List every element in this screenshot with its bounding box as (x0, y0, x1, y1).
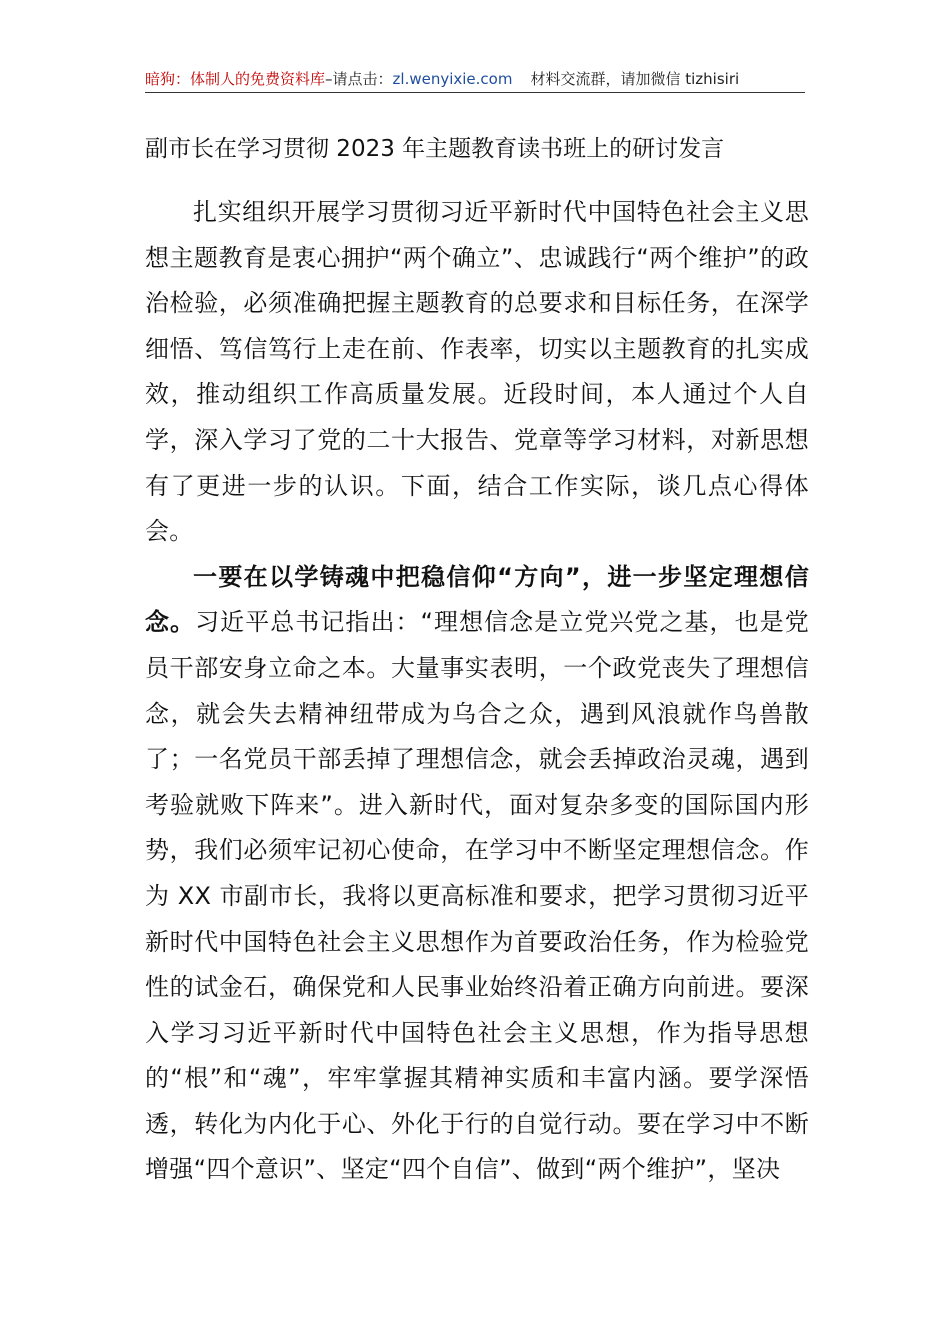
header-separator: – (325, 70, 333, 88)
paragraph-point-one-text: 习近平总书记指出：“理想信念是立党兴党之基，也是党员干部安身立命之本。大量事实表明，一个政党丧失了理想信念，就会失去精神纽带成为乌合之众，遇到风浪就作鸟兽散了；一名党员干部丢掉了理想信念，就会丢掉政治灵魂，遇到考验就败下阵来”。进入新时代，面对复杂多变的国际国内形势，我们必须牢记初心使命，在学习中不断坚定理想信念。作为 XX 市副市长，我将以更高标准和要求，把学习贯彻习近平新时代中国特色社会主义思想作为首要政治任务，作为检验党性的试金石，确保党和人民事业始终沿着正确方向前进。要深入学习习近平新时代中国特色社会主义思想，作为指导思想的“根”和“魂”，牢牢掌握其精神实质和丰富内涵。要学深悟透，转化为内化于心、外化于行的自觉行动。要在学习中不断增强“四个意识”、坚定“四个自信”、做到“两个维护”，坚决 (145, 608, 809, 1184)
paragraph-point-one-lead: 一要在以学铸魂中把稳信仰“方向”，进一步坚定理想信念。 (145, 562, 809, 637)
header-link[interactable]: zl.wenyixie.com (392, 70, 513, 88)
paragraph-point-one (145, 555, 809, 1193)
header-group-note: 材料交流群，请加微信 tizhisiri (530, 70, 740, 88)
paragraph-intro (145, 190, 809, 555)
header-brand: 暗狗：体制人的免费资料库 (145, 70, 326, 88)
document-body (145, 190, 809, 1193)
header-prompt: 请点击： (332, 70, 393, 88)
paragraph-intro-text: 扎实组织开展学习贯彻习近平新时代中国特色社会主义思想主题教育是衷心拥护“两个确立”、忠诚践行“两个维护”的政治检验，必须准确把握主题教育的总要求和目标任务，在深学细悟、笃信笃行上走在前、作表率，切实以主题教育的扎实成效，推动组织工作高质量发展。近段时间，本人通过个人自学，深入学习了党的二十大报告、党章等学习材料，对新思想有了更进一步的认识。下面，结合工作实际，谈几点心得体会。 (145, 198, 809, 546)
document-title: 副市长在学习贯彻 2023 年主题教育读书班上的研讨发言 (145, 136, 725, 162)
watermark-header (145, 68, 805, 93)
